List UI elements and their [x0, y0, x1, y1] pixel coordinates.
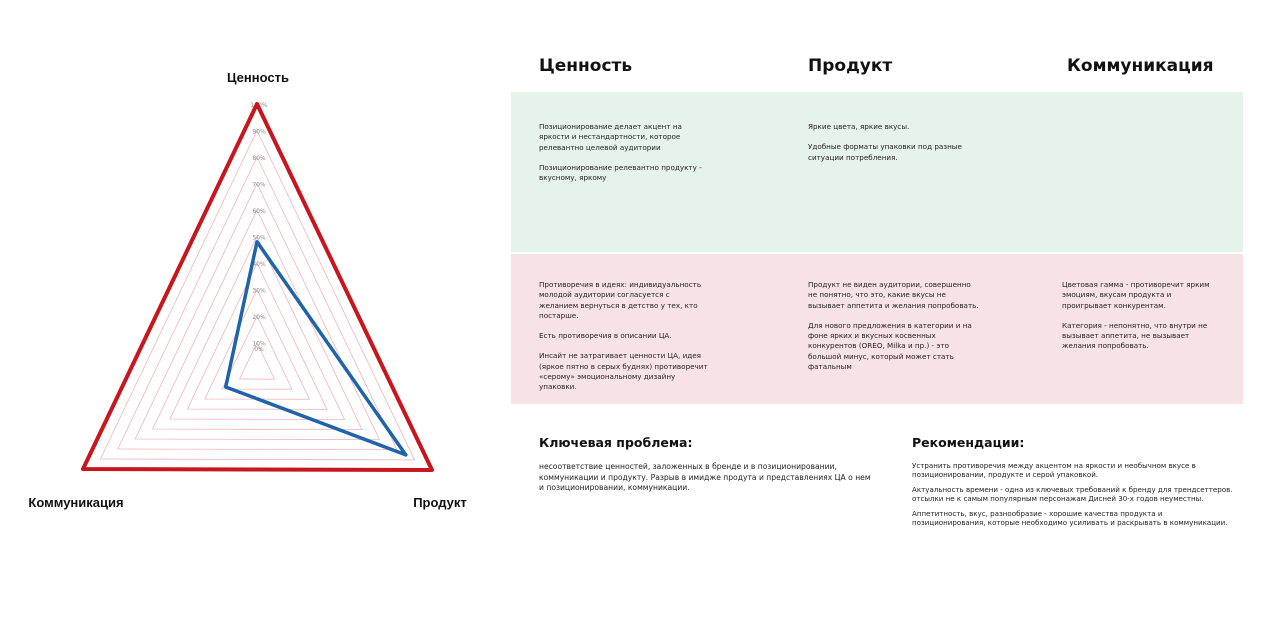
strengths-value-cell: [539, 122, 711, 193]
weaknesses-product-cell: [808, 280, 982, 382]
tick-label: 100%: [250, 102, 268, 109]
recommendation-item: Актуальность времени - одна из ключевых требований к бренду для трендсеттеров. отсылки не к самым популярным персонажам Дисней 30-х годов неуместны.: [912, 485, 1233, 503]
column-header-product: Продукт: [808, 56, 893, 76]
strength-text: Яркие цвета, яркие вкусы.: [808, 122, 910, 131]
column-header-communication: Коммуникация: [1067, 56, 1214, 76]
recommendation-item: Устранить противоречия между акцентом на яркости и необычном вкусе в позиционировании, продукте и серой упаковкой.: [912, 461, 1196, 479]
weakness-text: Для нового предложения в категории и на фоне ярких и вкусных косвенных конкурентов (OREO, Milka и пр.) - это большой минус, который может стать фатальным: [808, 320, 972, 372]
tick-label: 30%: [252, 287, 266, 295]
strengths-product-cell: [808, 122, 998, 173]
strength-text: Позиционирование делает акцент на яркости и нестандартности, которое релевантно целевой аудитории: [539, 122, 682, 152]
weakness-text: Инсайт не затрагивает ценности ЦА, идея (яркое пятно в серых буднях) противоречит «серому» эмоциональному дизайну упаковки.: [539, 351, 708, 392]
key-problem-paragraph: несоответствие ценностей, заложенных в бренде и в позиционировании, коммуникации и продукту. Разрыв в имидже продута и представлениях ЦА о нем и позиционировании, коммуникации.: [539, 462, 871, 493]
weakness-text: Категория - непонятно, что внутри не вызывает аппетита, не вызывает желания попробовать.: [1062, 320, 1208, 351]
tick-label: 60%: [252, 208, 266, 215]
weakness-text: Цветовая гамма - противоречит ярким эмоциям, вкусам продукта и проигрывает конкурентам.: [1062, 280, 1210, 310]
weakness-text: Продукт не виден аудитории, совершенно не понятно, что это, какие вкусы не вызывает аппетита и желания попробовать.: [808, 280, 979, 310]
tick-label: 80%: [252, 155, 266, 162]
grid-ring: [100, 128, 414, 460]
axis-label-communication: Коммуникация: [28, 495, 124, 510]
strength-text: Удобные форматы упаковки под разные ситуации потребления.: [808, 142, 962, 162]
recommendation-item: Аппетитность, вкус, разнообразие - хорошие качества продукта и позиционирования, которые необходимо усиливать и раскрывать в коммуникации.: [912, 509, 1228, 527]
weakness-text: Противоречия в идеях: индивидуальность молодой аудитории согласуется с желанием вернуться в детство у тех, кто постарше.: [539, 280, 702, 320]
radar-chart: [0, 0, 500, 620]
axis-label-value: Ценность: [227, 70, 289, 85]
tick-label: 40%: [252, 261, 266, 268]
tick-label: 0%: [254, 346, 264, 353]
grid-ring: [118, 157, 397, 450]
recommendations-title: Рекомендации:: [912, 435, 1025, 450]
tick-label: 90%: [252, 128, 266, 136]
weaknesses-value-cell: [539, 280, 711, 403]
tick-label: 10%: [252, 340, 266, 348]
strength-text: Позиционирование релевантно продукту - вкусному, яркому: [539, 162, 702, 183]
column-header-value: Ценность: [539, 56, 633, 76]
key-problem-text: [539, 462, 874, 501]
tick-label: 50%: [252, 234, 266, 242]
tick-label: 20%: [252, 314, 266, 321]
grid-ring: [135, 181, 379, 440]
series-brand-line: [226, 242, 406, 455]
axis-label-product: Продукт: [413, 495, 467, 510]
key-problem-title: Ключевая проблема:: [539, 435, 693, 450]
tick-label: 70%: [252, 181, 266, 189]
weakness-text: Есть противоречия в описании ЦА.: [539, 331, 672, 341]
weaknesses-communication-cell: [1062, 280, 1222, 362]
recommendations-list: [912, 462, 1237, 535]
